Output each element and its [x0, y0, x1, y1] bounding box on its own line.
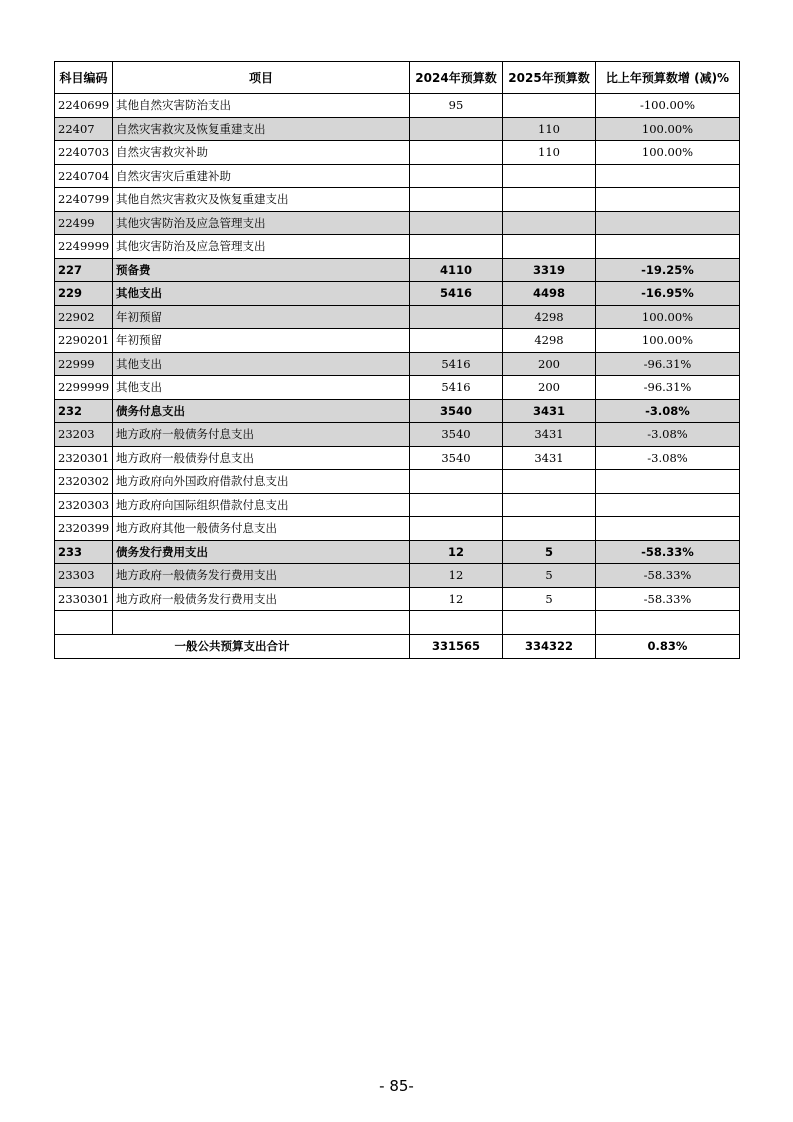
row-name: 其他自然灾害救灾及恢复重建支出	[113, 188, 410, 212]
row-value-2024	[410, 517, 503, 541]
row-name: 其他灾害防治及应急管理支出	[113, 235, 410, 259]
row-change	[596, 517, 740, 541]
table-row	[55, 399, 740, 423]
row-value-2025: 200	[503, 352, 596, 376]
table-row	[55, 117, 740, 141]
row-name: 地方政府一般债务发行费用支出	[113, 587, 410, 611]
table-row	[55, 141, 740, 165]
row-value-2025: 5	[503, 587, 596, 611]
table-header-row	[55, 62, 740, 94]
row-change: 100.00%	[596, 305, 740, 329]
row-value-2025: 110	[503, 141, 596, 165]
table-row	[55, 587, 740, 611]
row-code: 2320302	[55, 470, 113, 494]
row-value-2025: 3431	[503, 399, 596, 423]
row-value-2025: 3319	[503, 258, 596, 282]
row-code: 232	[55, 399, 113, 423]
total-value-2024: 331565	[410, 634, 503, 658]
header-code: 科目编码	[55, 62, 113, 94]
row-name: 其他支出	[113, 352, 410, 376]
row-value-2025: 110	[503, 117, 596, 141]
row-code: 22407	[55, 117, 113, 141]
row-value-2024	[410, 188, 503, 212]
row-name: 地方政府向外国政府借款付息支出	[113, 470, 410, 494]
row-code: 23203	[55, 423, 113, 447]
row-name: 自然灾害救灾补助	[113, 141, 410, 165]
row-name: 地方政府一般债券付息支出	[113, 446, 410, 470]
table-row	[55, 446, 740, 470]
table-row	[55, 329, 740, 353]
row-code: 22902	[55, 305, 113, 329]
row-change	[596, 611, 740, 635]
row-name: 其他自然灾害防治支出	[113, 94, 410, 118]
table-row	[55, 352, 740, 376]
row-value-2024: 12	[410, 587, 503, 611]
page-number: - 85-	[379, 1077, 414, 1095]
table-row	[55, 258, 740, 282]
row-name: 债务付息支出	[113, 399, 410, 423]
row-code: 2320301	[55, 446, 113, 470]
row-code: 2320399	[55, 517, 113, 541]
table-row	[55, 470, 740, 494]
row-change	[596, 211, 740, 235]
row-value-2024: 5416	[410, 282, 503, 306]
row-value-2024: 5416	[410, 376, 503, 400]
row-name: 预备费	[113, 258, 410, 282]
row-value-2024	[410, 470, 503, 494]
row-value-2024: 3540	[410, 423, 503, 447]
total-change: 0.83%	[596, 634, 740, 658]
row-code: 2240703	[55, 141, 113, 165]
row-name: 地方政府一般债务付息支出	[113, 423, 410, 447]
total-row	[55, 634, 740, 658]
table-row	[55, 540, 740, 564]
row-value-2025	[503, 470, 596, 494]
row-value-2025	[503, 493, 596, 517]
row-value-2025	[503, 517, 596, 541]
row-code: 23303	[55, 564, 113, 588]
row-change: -100.00%	[596, 94, 740, 118]
row-change: -3.08%	[596, 446, 740, 470]
row-change: 100.00%	[596, 329, 740, 353]
row-value-2025	[503, 611, 596, 635]
row-change: -3.08%	[596, 423, 740, 447]
row-change	[596, 493, 740, 517]
row-name: 年初预留	[113, 329, 410, 353]
row-value-2025	[503, 211, 596, 235]
row-code: 2240799	[55, 188, 113, 212]
row-code: 2299999	[55, 376, 113, 400]
row-value-2024	[410, 211, 503, 235]
row-name: 地方政府其他一般债务付息支出	[113, 517, 410, 541]
row-name: 其他灾害防治及应急管理支出	[113, 211, 410, 235]
row-value-2025: 5	[503, 540, 596, 564]
row-code: 233	[55, 540, 113, 564]
row-code: 227	[55, 258, 113, 282]
table-row-empty	[55, 611, 740, 635]
row-change: -16.95%	[596, 282, 740, 306]
row-value-2024: 3540	[410, 399, 503, 423]
row-code: 2240699	[55, 94, 113, 118]
row-code: 22499	[55, 211, 113, 235]
row-value-2025	[503, 164, 596, 188]
table-row	[55, 235, 740, 259]
row-change: -3.08%	[596, 399, 740, 423]
row-name	[113, 611, 410, 635]
row-value-2024	[410, 235, 503, 259]
row-change	[596, 470, 740, 494]
row-change: -58.33%	[596, 587, 740, 611]
row-value-2024	[410, 117, 503, 141]
row-value-2025: 200	[503, 376, 596, 400]
row-code: 22999	[55, 352, 113, 376]
row-change: -96.31%	[596, 376, 740, 400]
row-change: -19.25%	[596, 258, 740, 282]
table-row	[55, 305, 740, 329]
row-change	[596, 164, 740, 188]
row-change: -58.33%	[596, 564, 740, 588]
row-change: -96.31%	[596, 352, 740, 376]
row-value-2025	[503, 235, 596, 259]
row-value-2025	[503, 188, 596, 212]
row-name: 其他支出	[113, 376, 410, 400]
row-name: 地方政府向国际组织借款付息支出	[113, 493, 410, 517]
table-row	[55, 376, 740, 400]
row-change	[596, 235, 740, 259]
header-change: 比上年预算数增 (减)%	[596, 62, 740, 94]
table-row	[55, 188, 740, 212]
row-code	[55, 611, 113, 635]
row-name: 自然灾害救灾及恢复重建支出	[113, 117, 410, 141]
row-value-2024: 12	[410, 564, 503, 588]
row-value-2024: 5416	[410, 352, 503, 376]
row-value-2025: 5	[503, 564, 596, 588]
row-value-2024	[410, 164, 503, 188]
table-row	[55, 164, 740, 188]
row-change: 100.00%	[596, 141, 740, 165]
row-value-2025: 4498	[503, 282, 596, 306]
row-value-2024: 12	[410, 540, 503, 564]
row-code: 2290201	[55, 329, 113, 353]
row-code: 229	[55, 282, 113, 306]
table-row	[55, 211, 740, 235]
row-value-2024	[410, 305, 503, 329]
table-row	[55, 493, 740, 517]
row-change: 100.00%	[596, 117, 740, 141]
row-value-2024	[410, 329, 503, 353]
row-value-2025: 3431	[503, 423, 596, 447]
row-value-2024	[410, 493, 503, 517]
total-label: 一般公共预算支出合计	[55, 634, 410, 658]
row-code: 2240704	[55, 164, 113, 188]
row-name: 年初预留	[113, 305, 410, 329]
table-row	[55, 564, 740, 588]
row-name: 债务发行费用支出	[113, 540, 410, 564]
table-row	[55, 282, 740, 306]
row-value-2024: 3540	[410, 446, 503, 470]
row-code: 2249999	[55, 235, 113, 259]
budget-table	[54, 61, 740, 659]
header-budget-2024: 2024年预算数	[410, 62, 503, 94]
table-row	[55, 517, 740, 541]
row-value-2024: 4110	[410, 258, 503, 282]
row-name: 地方政府一般债务发行费用支出	[113, 564, 410, 588]
table-row	[55, 94, 740, 118]
row-value-2024: 95	[410, 94, 503, 118]
row-value-2025: 4298	[503, 305, 596, 329]
row-value-2025: 4298	[503, 329, 596, 353]
row-code: 2320303	[55, 493, 113, 517]
header-budget-2025: 2025年预算数	[503, 62, 596, 94]
row-value-2024	[410, 141, 503, 165]
table-row	[55, 423, 740, 447]
row-value-2025	[503, 94, 596, 118]
header-name: 项目	[113, 62, 410, 94]
total-value-2025: 334322	[503, 634, 596, 658]
row-change	[596, 188, 740, 212]
row-change: -58.33%	[596, 540, 740, 564]
row-code: 2330301	[55, 587, 113, 611]
row-value-2025: 3431	[503, 446, 596, 470]
row-value-2024	[410, 611, 503, 635]
row-name: 自然灾害灾后重建补助	[113, 164, 410, 188]
row-name: 其他支出	[113, 282, 410, 306]
